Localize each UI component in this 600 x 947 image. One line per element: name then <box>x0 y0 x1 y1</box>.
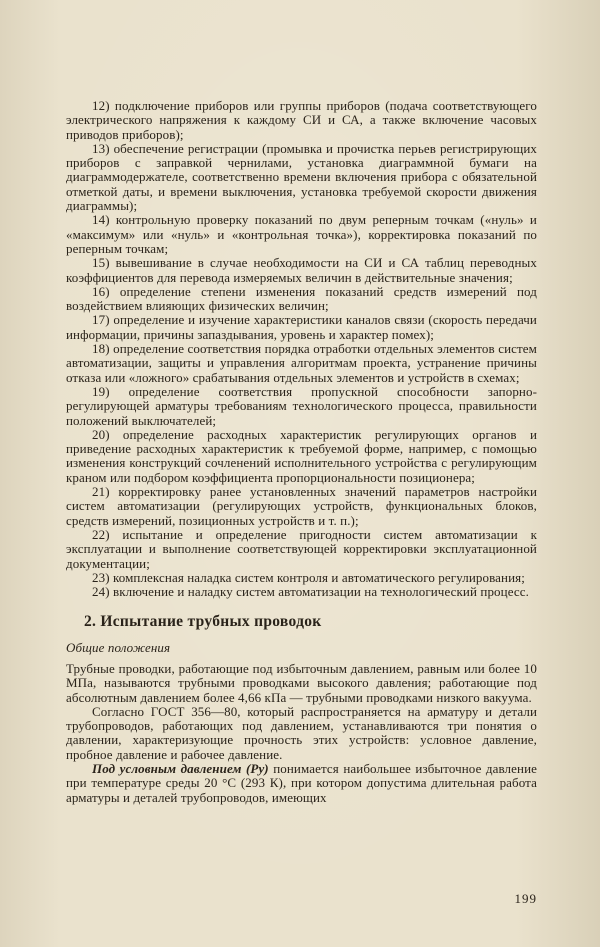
section-subheading: Общие положения <box>66 639 171 655</box>
list-item-19: 19) определение соответствия пропускной способности запорно-регулирующей арматуры требованиям технологического процесса, правильности положений выключателей; <box>66 383 537 428</box>
paragraph-tube-lines: Трубные проводки, работающие под избыточным давлением, равным или более 10 МПа, называются трубными проводками высокого давления; работающие под абсолютным давлением более 4,66 кПа — трубными проводками низкого вакуума. <box>66 660 537 705</box>
list-item-18: 18) определение соответствия порядка отработки отдельных элементов систем автоматизации, защиты и управления алгоритмам проекта, устранение причины отказа или «ложного» срабатывания отдельных элементов и устройств в схемах; <box>66 341 537 385</box>
list-item-22: 22) испытание и определение пригодности систем автоматизации к эксплуатации и выполнение соответствующей корректировки эксплуатационной документации; <box>66 526 537 571</box>
list-item-20: 20) определение расходных характеристик регулирующих органов и приведение расходных характеристик к требуемой форме, например, с помощью изменения конструкций сочленений исполнительного устройства с регулирующим краном или подбором коэффициента пропорциональности позиционера; <box>66 426 537 485</box>
list-item-12: 12) подключение приборов или группы приборов (подача соответствующего электрического напряжения к каждому СИ и СА, а также включение часовых приводов приборов); <box>66 98 537 142</box>
body-text <box>66 99 537 805</box>
list-item-24: 24) включение и наладку систем автоматизации на технологический процесс. <box>92 584 529 600</box>
paragraph-gost: Согласно ГОСТ 356—80, который распространяется на арматуру и детали трубопроводов, работающих под давлением, устанавливаются три понятия о давлении, характеризующие прочность этих устройств: условное давление, пробное давление и рабочее давление. <box>66 703 537 762</box>
page-number: 199 <box>514 891 537 906</box>
paragraph-rest: понимается наибольшее избыточное давление при температуре среды 20 °С (293 К), при котором допустима длительная работа арматуры и деталей трубопроводов, имеющих <box>66 761 538 805</box>
term-emphasis: Под условным давлением (Ру) <box>92 761 269 777</box>
list-item-14: 14) контрольную проверку показаний по двум реперным точкам («нуль» и «максимум» или «нуль» и «контрольная точка»), корректировка показаний по реперным точкам; <box>66 212 537 256</box>
list-item-23: 23) комплексная наладка систем контроля и автоматического регулирования; <box>92 569 525 585</box>
list-item-17: 17) определение и изучение характеристики каналов связи (скорость передачи информации, причины запаздывания, уровень и характер помех); <box>66 312 537 342</box>
list-item-16: 16) определение степени изменения показаний средств измерений под воздействием влияющих физических величин; <box>66 283 537 314</box>
list-item-13: 13) обеспечение регистрации (промывка и прочистка перьев регистрирующих приборов с заправкой чернилами, установка диаграммной бумаги на диаграммодержателе, соответственно времени включения прибора с обязательной отметкой даты, и времени выключения, установка требуемой скорости движения диаграммы); <box>66 140 537 214</box>
section-heading: 2. Испытание трубных проводок <box>84 613 322 631</box>
paragraph-conditional-pressure <box>66 762 537 805</box>
list-item-21: 21) корректировку ранее установленных значений параметров настройки систем автоматизации (регулирующих устройств, функциональных блоков, средств измерений, позиционных устройств и т. п.); <box>66 484 537 528</box>
list-item-15: 15) вывешивание в случае необходимости на СИ и СА таблиц переводных коэффициентов для перевода измеряемых величин в действительные значения; <box>66 255 537 285</box>
